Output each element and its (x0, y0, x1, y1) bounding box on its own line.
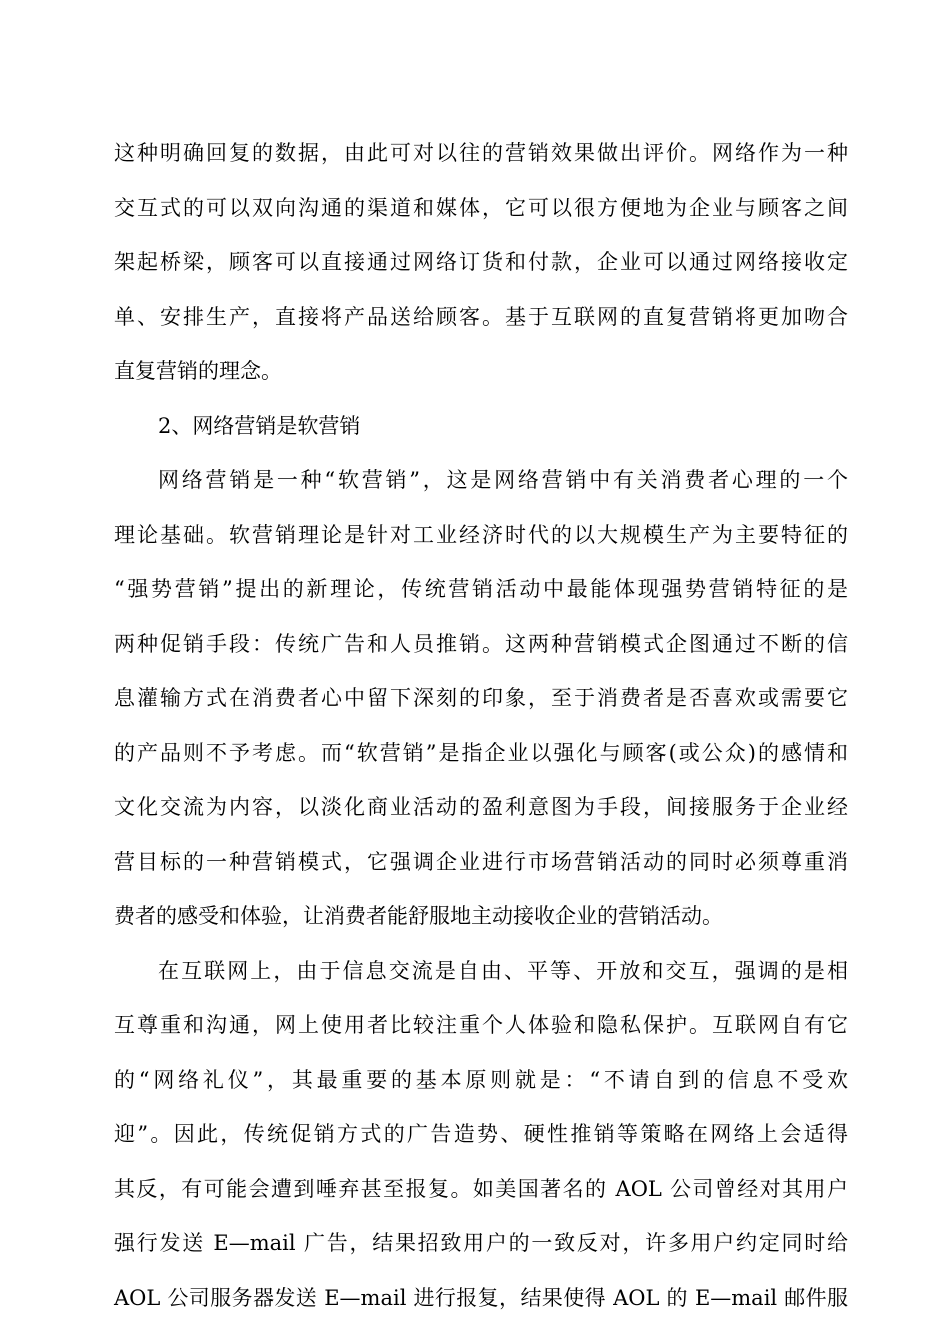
paragraph-line: 交互式的可以双向沟通的渠道和媒体，它可以很方便地为企业与顾客之间 (114, 195, 848, 220)
body-text (114, 131, 848, 1330)
paragraph-line: 这种明确回复的数据，由此可对以往的营销效果做出评价。网络作为一种 (114, 141, 848, 165)
section-heading: 2、网络营销是软营销 (158, 413, 361, 438)
paragraph-line: 文化交流为内容，以淡化商业活动的盈利意图为手段，间接服务于企业经 (114, 795, 848, 819)
paragraph-line: 息灌输方式在消费者心中留下深刻的印象，至于消费者是否喜欢或需要它 (114, 686, 848, 710)
paragraph-line: 架起桥梁，顾客可以直接通过网络订货和付款，企业可以通过网络接收定 (114, 250, 848, 274)
paragraph-line: 互尊重和沟通，网上使用者比较注重个人体验和隐私保护。互联网自有它 (114, 1013, 848, 1037)
paragraph-line: 的“网络礼仪”，其最重要的基本原则就是：“不请自到的信息不受欢 (114, 1067, 848, 1092)
paragraph-line: 两种促销手段：传统广告和人员推销。这两种营销模式企图通过不断的信 (114, 631, 848, 656)
paragraph-line: 费者的感受和体验，让消费者能舒服地主动接收企业的营销活动。 (114, 904, 723, 928)
paragraph-line: “强势营销”提出的新理论，传统营销活动中最能体现强势营销特征的是 (114, 577, 848, 601)
paragraph-line: AOL 公司服务器发送 E—mail 进行报复，结果使得 AOL 的 E—mail 邮件服 (114, 1285, 848, 1310)
paragraph-line: 强行发送 E—mail 广告，结果招致用户的一致反对，许多用户约定同时给 (114, 1231, 848, 1255)
paragraph-line: 在互联网上，由于信息交流是自由、平等、开放和交互，强调的是相 (158, 958, 848, 983)
paragraph-line: 营目标的一种营销模式，它强调企业进行市场营销活动的同时必须尊重消 (114, 849, 848, 874)
paragraph-line: 理论基础。软营销理论是针对工业经济时代的以大规模生产为主要特征的 (114, 522, 848, 547)
paragraph-line: 的产品则不予考虑。而“软营销”是指企业以强化与顾客(或公众)的感情和 (114, 740, 848, 765)
paragraph-line: 直复营销的理念。 (114, 359, 282, 383)
paragraph-line: 网络营销是一种“软营销”，这是网络营销中有关消费者心理的一个 (158, 468, 848, 492)
paragraph-line: 单、安排生产，直接将产品送给顾客。基于互联网的直复营销将更加吻合 (114, 304, 848, 329)
paragraph-line: 迎”。因此，传统促销方式的广告造势、硬性推销等策略在网络上会适得 (114, 1122, 848, 1146)
paragraph-line: 其反，有可能会遭到唾弃甚至报复。如美国著名的 AOL 公司曾经对其用户 (114, 1176, 848, 1201)
